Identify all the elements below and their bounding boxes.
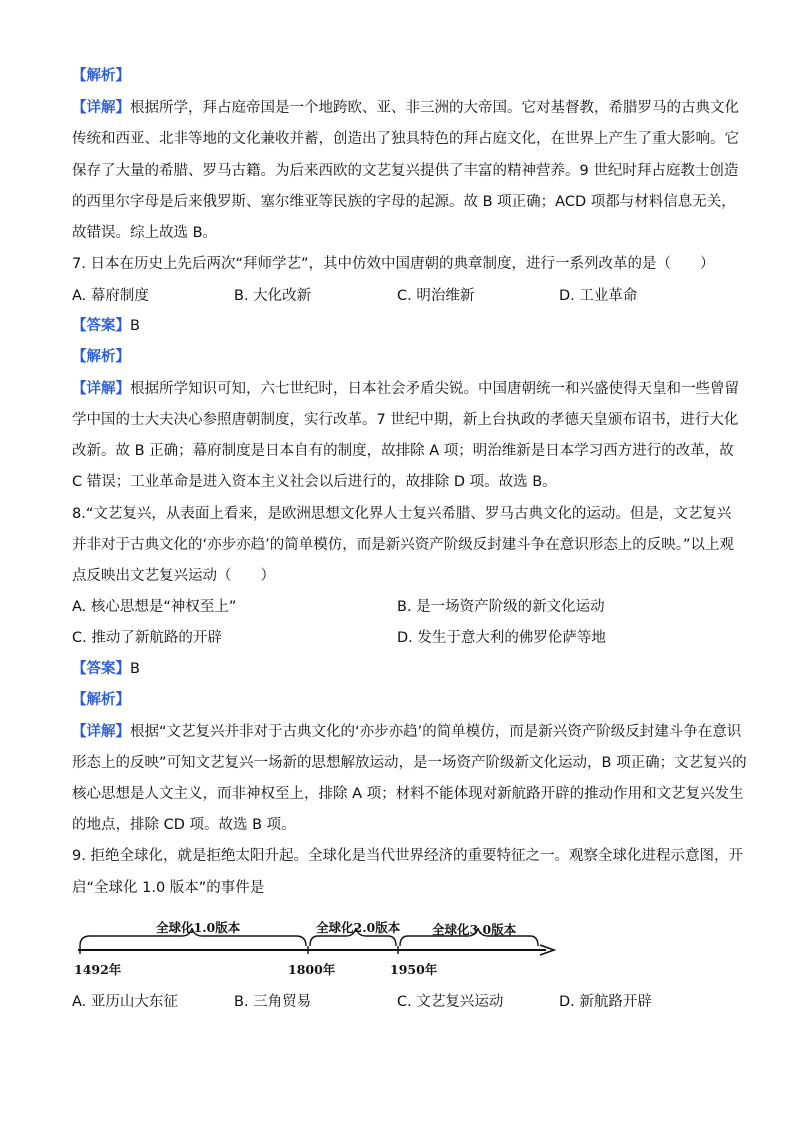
q8-stem-line-1: 8.“文艺复兴，从表面上看来，是欧洲思想文化界人士复兴希腊、罗马古典文化的运动。但是，文艺复兴 (72, 506, 732, 522)
q8-stem-line-3: 点反映出文艺复兴运动（ ） (72, 568, 275, 584)
q8-option-d[interactable]: D. 发生于意大利的佛罗伦萨等地 (397, 630, 606, 646)
q7-option-b[interactable]: B. 大化改新 (234, 288, 312, 304)
q8-detail-line-1: 【详解】根据“文艺复兴并非对于古典文化的‘亦步亦趋’的简单模仿，而是新兴资产阶级反封建斗争在意识 (72, 724, 742, 740)
q7-detail-line-4: C 错误；工业革命是进入资本主义社会以后进行的，故排除 D 项。故选 B。 (72, 474, 557, 490)
timeline-label-3: 全球化3.0版本 (432, 922, 517, 937)
q9-stem-line-2: 启“全球化 1.0 版本”的事件是 (72, 880, 265, 896)
q9-option-d[interactable]: D. 新航路开辟 (559, 994, 652, 1010)
timeline-label-1: 全球化1.0版本 (156, 920, 241, 935)
globalization-timeline (70, 910, 560, 980)
q8-option-b[interactable]: B. 是一场资产阶级的新文化运动 (397, 599, 605, 615)
q9-stem-line-1: 9. 拒绝全球化，就是拒绝太阳升起。全球化是当代世界经济的重要特征之一。观察全球化进程示意图，开 (72, 848, 743, 864)
q8-detail-line-4: 的地点，排除 CD 项。故选 B 项。 (72, 817, 296, 833)
q7-detail-line-1: 【详解】根据所学知识可知，六七世纪时，日本社会矛盾尖锐。中国唐朝统一和兴盛使得天皇和一些曾留 (72, 381, 739, 397)
q7-option-a[interactable]: A. 幕府制度 (72, 288, 149, 304)
q8-option-a[interactable]: A. 核心思想是“神权至上” (72, 599, 237, 615)
q7-stem: 7. 日本在历史上先后两次“拜师学艺”，其中仿效中国唐朝的典章制度，进行一系列改革的是（ ） (72, 256, 715, 272)
q9-option-c[interactable]: C. 文艺复兴运动 (397, 994, 504, 1010)
detail-line-1: 【详解】根据所学，拜占庭帝国是一个地跨欧、亚、非三洲的大帝国。它对基督教，希腊罗马的古典文化 (72, 100, 739, 116)
q8-analysis-heading: 【解析】 (72, 692, 130, 708)
timeline-year-2: 1800年 (288, 962, 336, 977)
q7-analysis-heading: 【解析】 (72, 349, 130, 365)
q8-option-c[interactable]: C. 推动了新航路的开辟 (72, 630, 222, 646)
q7-option-d[interactable]: D. 工业革命 (559, 288, 638, 304)
detail-line-5: 故错误。综上故选 B。 (72, 225, 218, 241)
q7-detail-line-3: 改新。故 B 正确；幕府制度是日本自有的制度，故排除 A 项；明治维新是日本学习西方进行的改革，故 (72, 443, 734, 459)
q9-option-b[interactable]: B. 三角贸易 (234, 994, 312, 1010)
q8-answer: 【答案】B (72, 661, 140, 677)
detail-line-2: 传统和西亚、北非等地的文化兼收并蓄，创造出了独具特色的拜占庭文化，在世界上产生了重大影响。它 (72, 131, 739, 147)
q9-option-a[interactable]: A. 亚历山大东征 (72, 994, 178, 1010)
q7-detail-line-2: 学中国的士大夫决心参照唐朝制度，实行改革。7 世纪中期，新上台执政的孝德天皇颁布诏书，进行大化 (72, 412, 739, 428)
q7-answer: 【答案】B (72, 318, 140, 334)
detail-line-4: 的西里尔字母是后来俄罗斯、塞尔维亚等民族的字母的起源。故 B 项正确；ACD 项都与材料信息无关， (72, 194, 736, 210)
timeline-label-2: 全球化2.0版本 (316, 920, 401, 935)
detail-line-3: 保存了大量的希腊、罗马古籍。为后来西欧的文艺复兴提供了丰富的精神营养。9 世纪时拜占庭教士创造 (72, 163, 739, 179)
q8-detail-line-2: 形态上的反映”可知文艺复兴一场新的思想解放运动，是一场资产阶级新文化运动，B 项正确；文艺复兴的 (72, 755, 747, 771)
timeline-year-1: 1492年 (74, 962, 122, 977)
timeline-year-3: 1950年 (390, 962, 438, 977)
q8-stem-line-2: 并非对于古典文化的‘亦步亦趋’的简单模仿，而是新兴资产阶级反封建斗争在意识形态上的反映。”以上观 (72, 537, 734, 553)
q7-option-c[interactable]: C. 明治维新 (397, 288, 475, 304)
q8-detail-line-3: 核心思想是人文主义，而非神权至上，排除 A 项；材料不能体现对新航路开辟的推动作用和文艺复兴发生 (72, 786, 744, 802)
analysis-heading: 【解析】 (72, 68, 130, 84)
